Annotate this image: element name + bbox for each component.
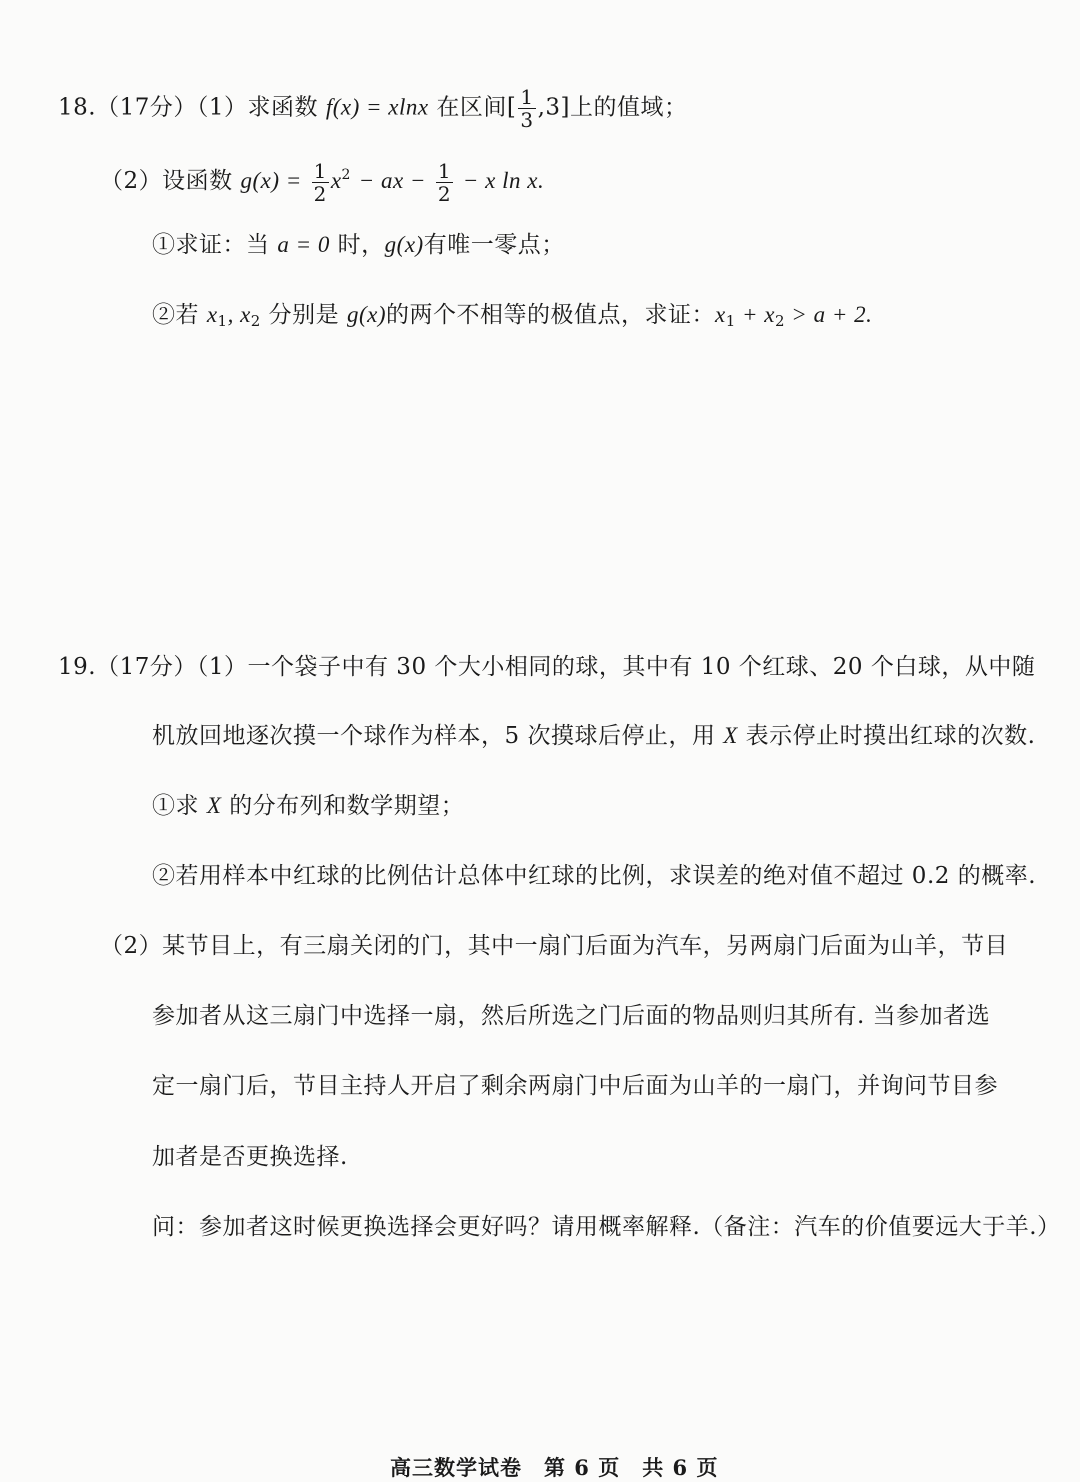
q18-fraction-1: $\frac{1}{2}$ bbox=[313, 158, 327, 206]
q18-fraction-2: $\frac{1}{2}$ bbox=[437, 158, 452, 206]
q18-subquestion-2: ②若 $x_1$, $x_2$ 分别是 g(x)的两个不相等的极值点，求证：$x_1 + x_2 > a + 2$. bbox=[152, 302, 873, 330]
q18-part2-label: （2） bbox=[100, 168, 163, 194]
q19-score: （17分） bbox=[96, 654, 197, 680]
q19-subquestion-1: ①求 X 的分布列和数学期望； bbox=[152, 793, 465, 819]
q19-part2-line-2: 参加者从这三扇门中选择一扇，然后所选之门后面的物品则归其所有. 当参加者选 bbox=[152, 1003, 991, 1029]
q19-part2-line-1: （2）某节目上，有三扇关闭的门，其中一扇门后面为汽车，另两扇门后面为山羊，节目 bbox=[100, 933, 1009, 959]
q19-part1-line-2: 机放回地逐次摸一个球作为样本，5 次摸球后停止，用 X 表示停止时摸出红球的次数. bbox=[152, 723, 1036, 749]
q19-part1-label: （1） bbox=[196, 654, 248, 680]
q19-question-line: 问：参加者这时候更换选择会更好吗？请用概率解释.（备注：汽车的价值要远大于羊.） bbox=[152, 1214, 1061, 1240]
q18-interval-fraction: $\frac{1}{3}$ bbox=[520, 85, 534, 132]
q18-subquestion-1: ①求证：当 a = 0 时，g(x)有唯一零点； bbox=[152, 232, 565, 258]
q18-function: f(x) = xlnx bbox=[325, 94, 429, 120]
q19-part2-line-4: 加者是否更换选择. bbox=[152, 1144, 348, 1170]
q19-part1-line-1: 19.（17分）（1）一个袋子中有 30 个大小相同的球，其中有 10 个红球、20 个白球，从中随 bbox=[58, 654, 1036, 680]
q18-score: （17分） bbox=[96, 94, 197, 121]
q18-number: 18. bbox=[58, 94, 97, 121]
q19-part2-label: （2） bbox=[100, 933, 163, 959]
q18-part1-line: 18.（17分）（1）求函数 f(x) = xlnx 在区间[ $\frac{1}{3}$ ,3]上的值域； bbox=[58, 85, 688, 132]
q19-subquestion-2: ②若用样本中红球的比例估计总体中红球的比例，求误差的绝对值不超过 0.2 的概率. bbox=[152, 863, 1037, 889]
q19-part2-line-3: 定一扇门后，节目主持人开启了剩余两扇门中后面为山羊的一扇门，并询问节目参 bbox=[152, 1073, 998, 1099]
q19-number: 19. bbox=[58, 654, 97, 680]
q18-part1-label: （1） bbox=[196, 94, 248, 121]
page-footer: 高三数学试卷 第 6 页 共 6 页 bbox=[390, 1455, 719, 1480]
q18-part2-line: （2）设函数 g(x) = $\frac{1}{2}$ $x^2$ − ax − $\frac{1}{2}$ − x ln x. bbox=[100, 158, 545, 206]
